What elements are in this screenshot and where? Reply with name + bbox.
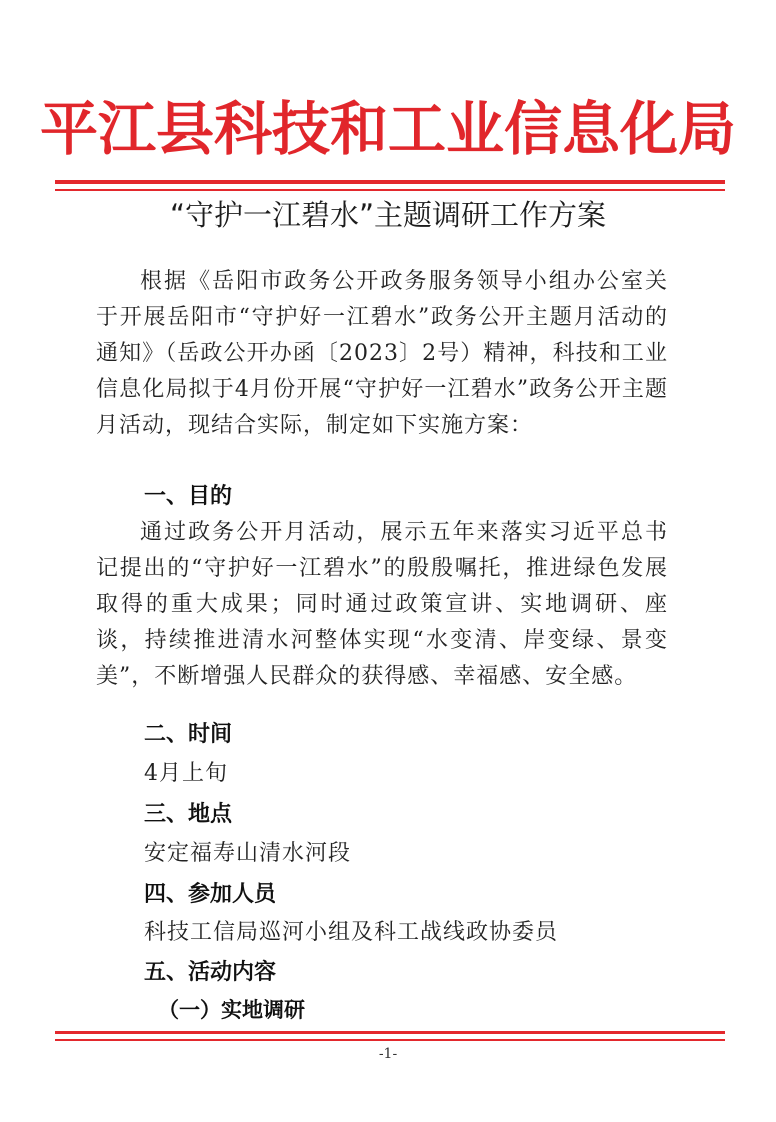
page-number: -1- [378,1046,398,1062]
footer-red-rule-thin [55,1039,725,1041]
organization-header-title: 平江县科技和工业信息化局 [39,95,736,163]
content-heading: 五、活动内容 [144,960,277,985]
place-heading: 三、地点 [144,802,233,827]
goal-heading: 一、目的 [144,484,233,509]
footer-red-rule-thick [55,1031,725,1034]
goal-paragraph: 通过政务公开月活动，展示五年来落实习近平总书记提出的“守护好一江碧水”的殷殷嘱托，推进绿色发展取得的重大成果；同时通过政策宣讲、实地调研、座谈，持续推进清水河整体实现“水变清、岸变绿、景变美”，不断增强人民群众的获得感、幸福感、安全感。 [96,520,668,689]
time-heading: 二、时间 [144,722,233,747]
participants-text: 科技工信局巡河小组及科工战线政协委员 [144,920,559,945]
time-text: 4月上旬 [144,761,228,786]
intro-paragraph: 根据《岳阳市政务公开政务服务领导小组办公室关于开展岳阳市“守护好一江碧水”政务公开主题月活动的通知》（岳政公开办函〔2023〕2号）精神，科技和工业信息化局拟于4月份开展“守护好一江碧水”政务公开主题月活动，现结合实际，制定如下实施方案： [96,269,668,438]
header-red-rule-thin [55,189,725,191]
content-subheading-1: （一）实地调研 [158,997,305,1022]
place-text: 安定福寿山清水河段 [144,841,352,866]
header-red-rule-thick [55,180,725,184]
participants-heading: 四、参加人员 [144,882,277,907]
document-title: “守护一江碧水”主题调研工作方案 [169,198,607,232]
